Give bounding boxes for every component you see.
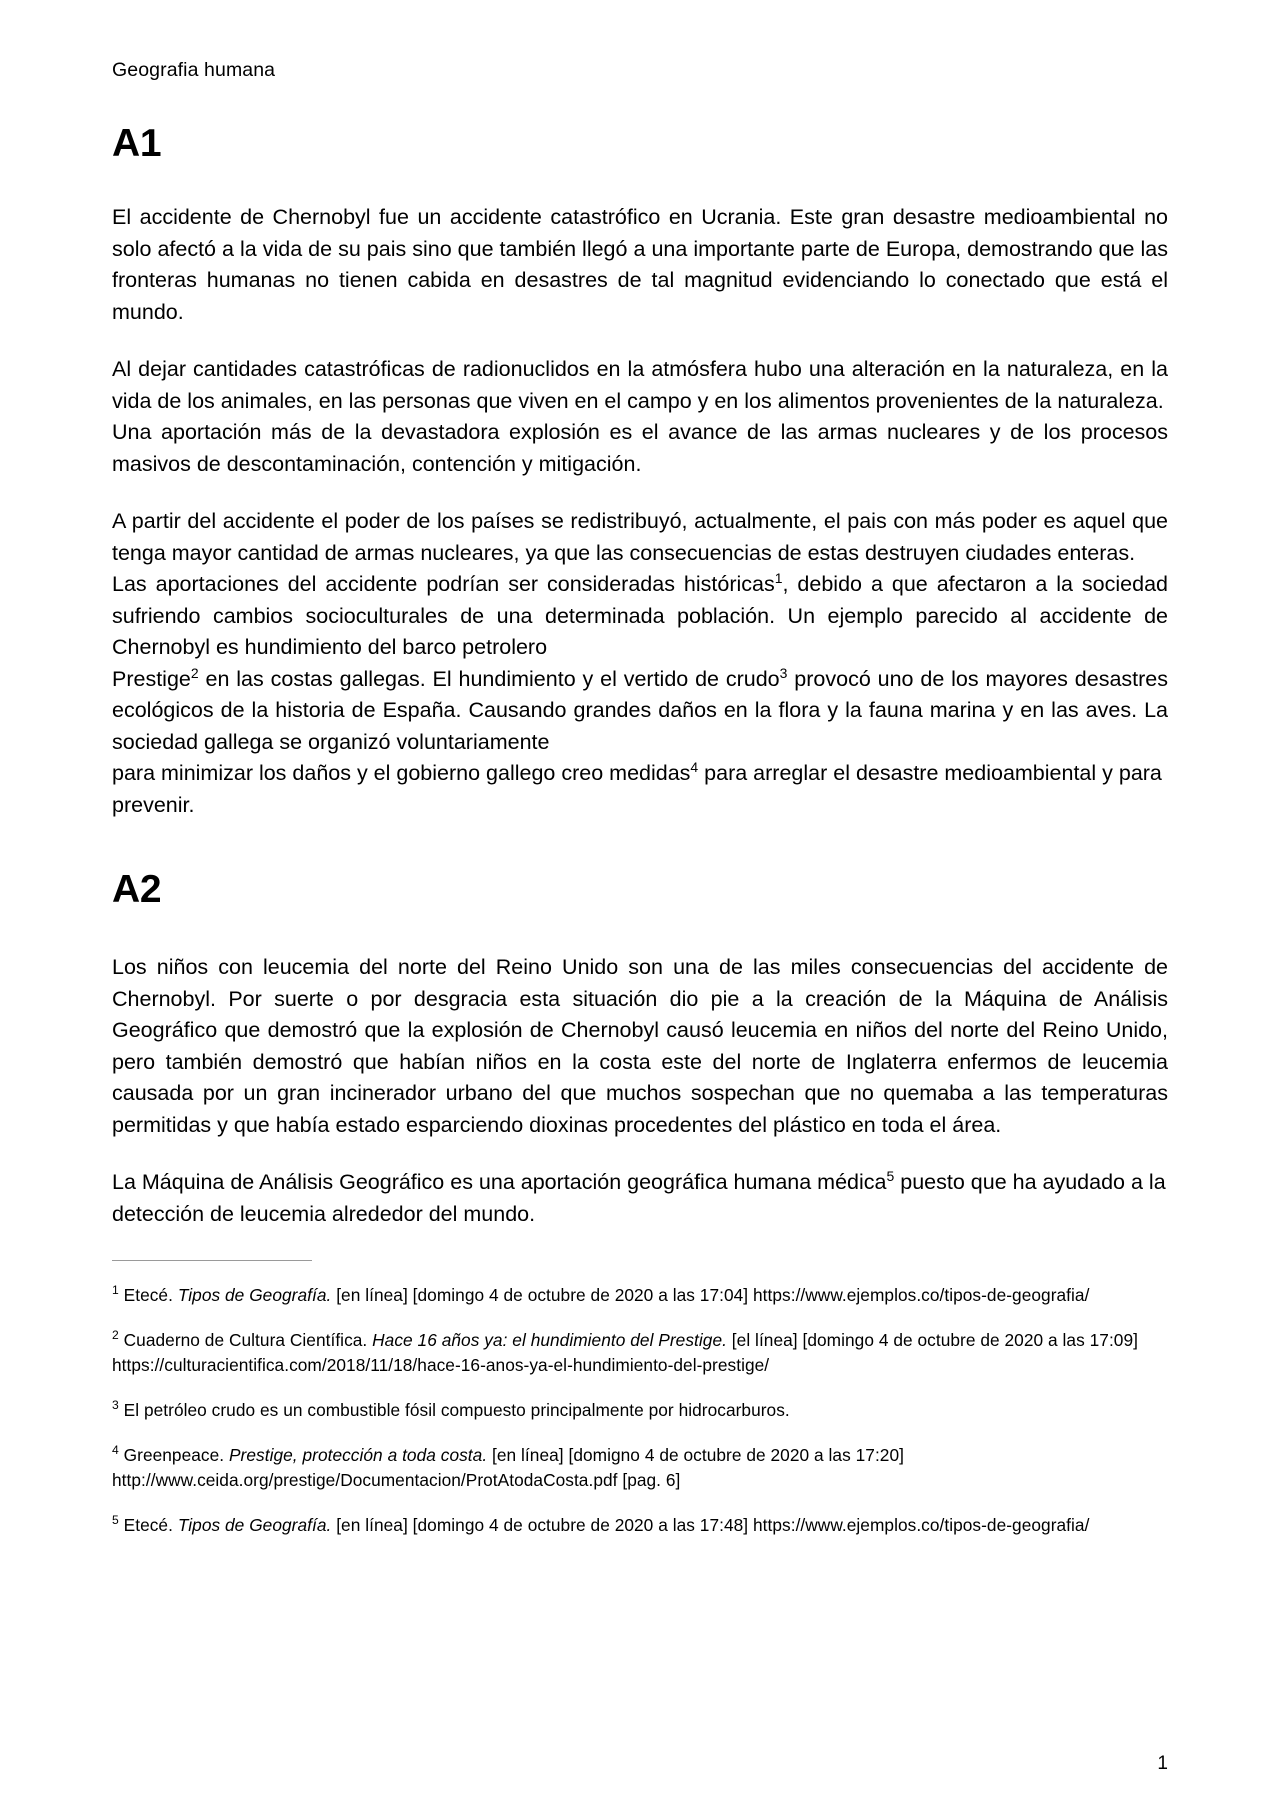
paragraph-a2-1: Los niños con leucemia del norte del Reino Unido son una de las miles consecuencias del accidente de Chernobyl. Por suerte o por desgracia esta situación dio pie a la creación de la Máquina de Análisis Geográfico que demostró que la explosión de Chernobyl causó leucemia en niños del norte del Reino Unido, pero también demostró que habían niños en la costa este del norte de Inglaterra enfermos de leucemia causada por un gran incinerador urbano del que muchos sospechan que no quemaba a las temperaturas permitidas y que había estado esparciendo dioxinas procedentes del plástico en toda el área. xyxy=(112,955,1168,1137)
historicas-text-before: Las aportaciones del accidente podrían ser consideradas históricas xyxy=(112,572,775,597)
footnote-title: Tipos de Geografía. xyxy=(177,1285,332,1306)
medidas-segment-1: para minimizar los daños y el gobierno gallego creo medidas xyxy=(112,761,691,786)
prestige-segment-1: Prestige xyxy=(112,666,191,691)
footnote-title: Prestige, protección a toda costa. xyxy=(228,1445,488,1466)
historicas-text-after: , debido a que afectaron a la sociedad sufriendo cambios socioculturales de una determinada población. Un ejemplo parecido al accidente de Chernobyl es hundimiento del barco petrolero xyxy=(112,572,1168,660)
section-heading-a2: A2 xyxy=(112,868,162,912)
footnote-text-before: Cuaderno de Cultura Científica. xyxy=(123,1330,373,1351)
paragraph-a1-historicas xyxy=(112,569,1168,664)
footnote-item xyxy=(112,1398,1168,1423)
footnote-number: 1 xyxy=(112,1283,119,1298)
footnote-title: Hace 16 años ya: el hundimiento del Prestige. xyxy=(372,1330,727,1351)
paragraph-a1-1: El accidente de Chernobyl fue un accidente catastrófico en Ucrania. Este gran desastre medioambiental no solo afectó a la vida de su pais sino que también llegó a una importante parte de Europa, demostrando que las fronteras humanas no tienen cabida en desastres de tal magnitud evidenciando lo conectado que está el mundo. xyxy=(112,205,1168,324)
footnote-item xyxy=(112,1283,1168,1308)
footnote-text-before: El petróleo crudo es un combustible fósil compuesto principalmente por hidrocarburos. xyxy=(123,1400,790,1421)
footnote-title: Tipos de Geografía. xyxy=(177,1515,332,1536)
footnote-number: 3 xyxy=(112,1398,119,1413)
document-header: Geografia humana xyxy=(112,59,276,81)
footnote-text-after: [en línea] [domigno 4 de octubre de 2020 a las 17:20] http://www.ceida.org/prestige/Documentacion/ProtAtodaCosta.pdf [pag. 6] xyxy=(112,1445,904,1491)
maquina-segment-2: puesto que ha ayudado a la detección de leucemia alrededor del mundo. xyxy=(112,1170,1166,1226)
footnote-ref-5[interactable]: 5 xyxy=(886,1167,895,1184)
footnote-ref-3[interactable]: 3 xyxy=(779,664,788,681)
footnote-text-before: Etecé. xyxy=(123,1515,178,1536)
footnote-ref-1[interactable]: 1 xyxy=(774,570,783,587)
paragraph-a1-medidas xyxy=(112,758,1168,821)
footnotes-list xyxy=(112,1283,1168,1538)
footnote-item xyxy=(112,1513,1168,1538)
medidas-segment-2: para arreglar el desastre medioambiental y para prevenir. xyxy=(112,761,1162,817)
prestige-segment-2: en las costas gallegas. El hundimiento y el vertido de crudo xyxy=(198,666,780,691)
footnote-item xyxy=(112,1443,1168,1493)
maquina-segment-1: La Máquina de Análisis Geográfico es una aportación geográfica humana médica xyxy=(112,1170,887,1195)
footnote-item xyxy=(112,1328,1168,1378)
paragraph-a1-4: A partir del accidente el poder de los países se redistribuyó, actualmente, el pais con más poder es aquel que tenga mayor cantidad de armas nucleares, ya que las consecuencias de estas destruyen ciudades enteras. xyxy=(112,509,1168,565)
footnote-text-before: Etecé. xyxy=(123,1285,178,1306)
footnote-ref-2[interactable]: 2 xyxy=(190,664,199,681)
paragraph-a1-3: Una aportación más de la devastadora explosión es el avance de las armas nucleares y de los procesos masivos de descontaminación, contención y mitigación. xyxy=(112,420,1168,476)
footnote-separator xyxy=(112,1260,312,1261)
paragraph-a1-2: Al dejar cantidades catastróficas de radionuclidos en la atmósfera hubo una alteración en la naturaleza, en la vida de los animales, en las personas que viven en el campo y en los alimentos provenientes de la naturaleza. xyxy=(112,357,1168,413)
footnote-number: 2 xyxy=(112,1328,119,1343)
footnote-text-after: [el línea] [domingo 4 de octubre de 2020 a las 17:09] https://culturacientifica.com/2018/11/18/hace-16-anos-ya-el-hundimiento-del-prestige/ xyxy=(112,1330,1138,1376)
section-heading-a1: A1 xyxy=(112,122,162,166)
footnote-number: 5 xyxy=(112,1513,119,1528)
paragraph-a2-maquina xyxy=(112,1167,1168,1230)
footnote-text-before: Greenpeace. xyxy=(123,1445,229,1466)
footnote-number: 4 xyxy=(112,1443,119,1458)
footnote-text-after: [en línea] [domingo 4 de octubre de 2020 a las 17:04] https://www.ejemplos.co/tipos-de-geografia/ xyxy=(331,1285,1090,1306)
prestige-segment-3: provocó uno de los mayores desastres ecológicos de la historia de España. Causando grandes daños en la flora y la fauna marina y en las aves. La sociedad gallega se organizó voluntariamente xyxy=(112,666,1168,754)
footnote-text-after: [en línea] [domingo 4 de octubre de 2020 a las 17:48] https://www.ejemplos.co/tipos-de-geografia/ xyxy=(331,1515,1090,1536)
page-number: 1 xyxy=(1157,1753,1168,1774)
footnote-ref-4[interactable]: 4 xyxy=(690,759,699,776)
paragraph-a1-prestige xyxy=(112,664,1168,759)
